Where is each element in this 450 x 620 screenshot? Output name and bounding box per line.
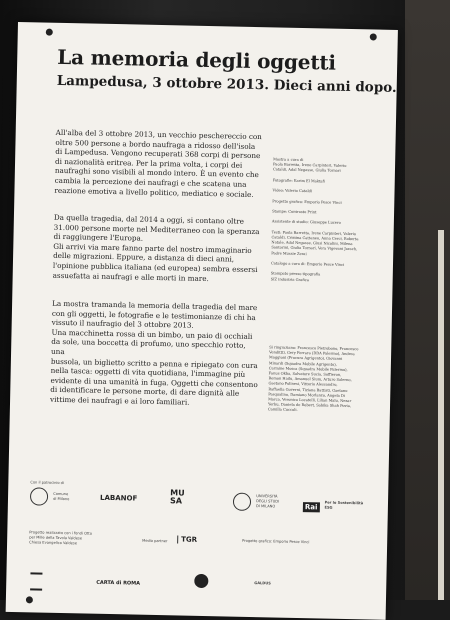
sponsor-logos [26, 472, 379, 609]
tgr-logo: TGR [177, 535, 197, 543]
sustainability-label: Per lo Sostenibilità ESG [324, 500, 364, 510]
unimi-name: UNIVERSITÀ DEGLI STUDI DI MILANO [255, 494, 280, 509]
design-credit: Progetto grafico: Emporio Pesce Vinci [242, 538, 310, 545]
paragraph-intro: All'alba del 3 ottobre 2013, un vecchio peschereccio con oltre 500 persone a bordo naufraga a ridosso dell'isola di Lampedusa. Vengono recuperati 368 corpi di persone di nazionalità eritrea. Per la prima volta, i corpi dei naufraghi sono visibili al mondo intero. È un evento che cambia la percezione dei naufragi e che scatena una reazione emotiva a livello politico, mediatico e sociale. [54, 127, 262, 199]
pin-icon [46, 29, 53, 36]
pin-icon [370, 33, 377, 40]
city-seal-icon [30, 487, 48, 505]
musa-logo: MU SA [169, 488, 185, 506]
funding-note: Progetto realizzato con i fondi Otto per Mille della Tavola Valdese Chiesa Evangelica Valdese [29, 530, 92, 546]
poster-subtitle: Lampedusa, 3 ottobre 2013. Dieci anni dopo. [56, 72, 397, 96]
media-partner-label: Media partner [142, 538, 168, 544]
city-name: Comune di Milano [53, 491, 70, 501]
adjacent-panel [405, 0, 450, 600]
unimi-logo [233, 491, 279, 511]
rai-label: Rai [303, 502, 320, 512]
credits-column: Mostra a cura di Paola Barretta, Irene Carpinteri, Valerio Cataldi, Adal Negasse, Giulia Tornari Fotografie: Karim El Maktafi Video: Valerio Cataldi Progetto grafico: Emporio Pesce Vinci Stampe: Contrasto Print Assistente di studio: Giuseppe Lucero Testi: Paola Barretta, Irene Carpinteri, Valerio Cataldi, Cristina Cattaneo, Anna Cerci, Roberta Natale, Adal Negasse, Giusi Nicolini, Milena Santorini, Giulia Tornari, Vera Vigevani Jarach, Padre Mussie Zerai Catalogo a cura di: Emporio Pesce Vinci Stampato presso tipografia SIZ industria Grafica [270, 157, 359, 282]
paragraph-exhibition: La mostra tramanda la memoria della tragedia del mare con gli oggetti, le fotografie e le testimonianze di chi ha vissuto il naufragio del 3 ottobre 2013. Una macchinetta rossa di un bimbo, un paio di occhiali da sole, una boccetta di profumo, uno specchio rotto, una bussola, un biglietto scritto a penna e ripiegato con cura nella tasca: oggetti di vita quotidiana, l'immagine più evidente di una umanità in fuga. Oggetti che consentono di identificare le persone morte, di dare dignità alle vittime dei naufragi e ai loro familiari. [50, 298, 258, 407]
acknowledgements: Si ringraziano: Francesco Pietrobono, Francesco Vendittti, Gery Ferrara (DDA Palermo), Andrea Maggioni (Procura Agrigento), Giovanni Minardi (Squadra Mobile Agrigento), Carmine Mosca (Squadra Mobile Palermo), Fanus Okba, Salvatore Sucia, Soffieron, Remon Hailu, Amanuel Sium, Arturo Salerno, Gaetano Polinesi, Vittorio Alessandro, Raffaella Governi, Tiziana Battisti, Gaetano Pasqualino, Damiano Morlanzo, Angela Di Marca, Veronica Locatelli, Lilian Malu, Nezar Yerhu, Daniela de Robert, Sabika Shah Povia, Camilla Cuccoli. [267, 345, 359, 413]
patronage-label: Con il patrocinio di [30, 480, 65, 486]
university-seal-icon [233, 492, 251, 510]
galdus-logo: GALDUS [254, 581, 271, 586]
round-logo-icon [194, 574, 208, 588]
poster-title: La memoria degli oggetti [57, 44, 337, 75]
patronage-logo [30, 480, 70, 505]
adjacent-poster-edge [438, 230, 444, 600]
exhibition-poster [6, 22, 398, 620]
stripes-icon [30, 572, 42, 590]
carta-roma-logo: CARTA di ROMA [96, 579, 141, 587]
paragraph-since-tragedy: Da quella tragedia, dal 2014 a oggi, si contano oltre 31.000 persone morte nel Mediterraneo con la speranza di raggiungere l'Europa. Gli arrivi via mare fanno parte del nostro immaginario delle migrazioni. Eppure, a distanza di dieci anni, l'opinione pubblica italiana (ed europea) sembra essersi assuefatta ai naufragi e alle morti in mare. [52, 212, 260, 283]
labanof-logo: LABANOF [99, 493, 138, 503]
rai-logo [303, 494, 364, 514]
